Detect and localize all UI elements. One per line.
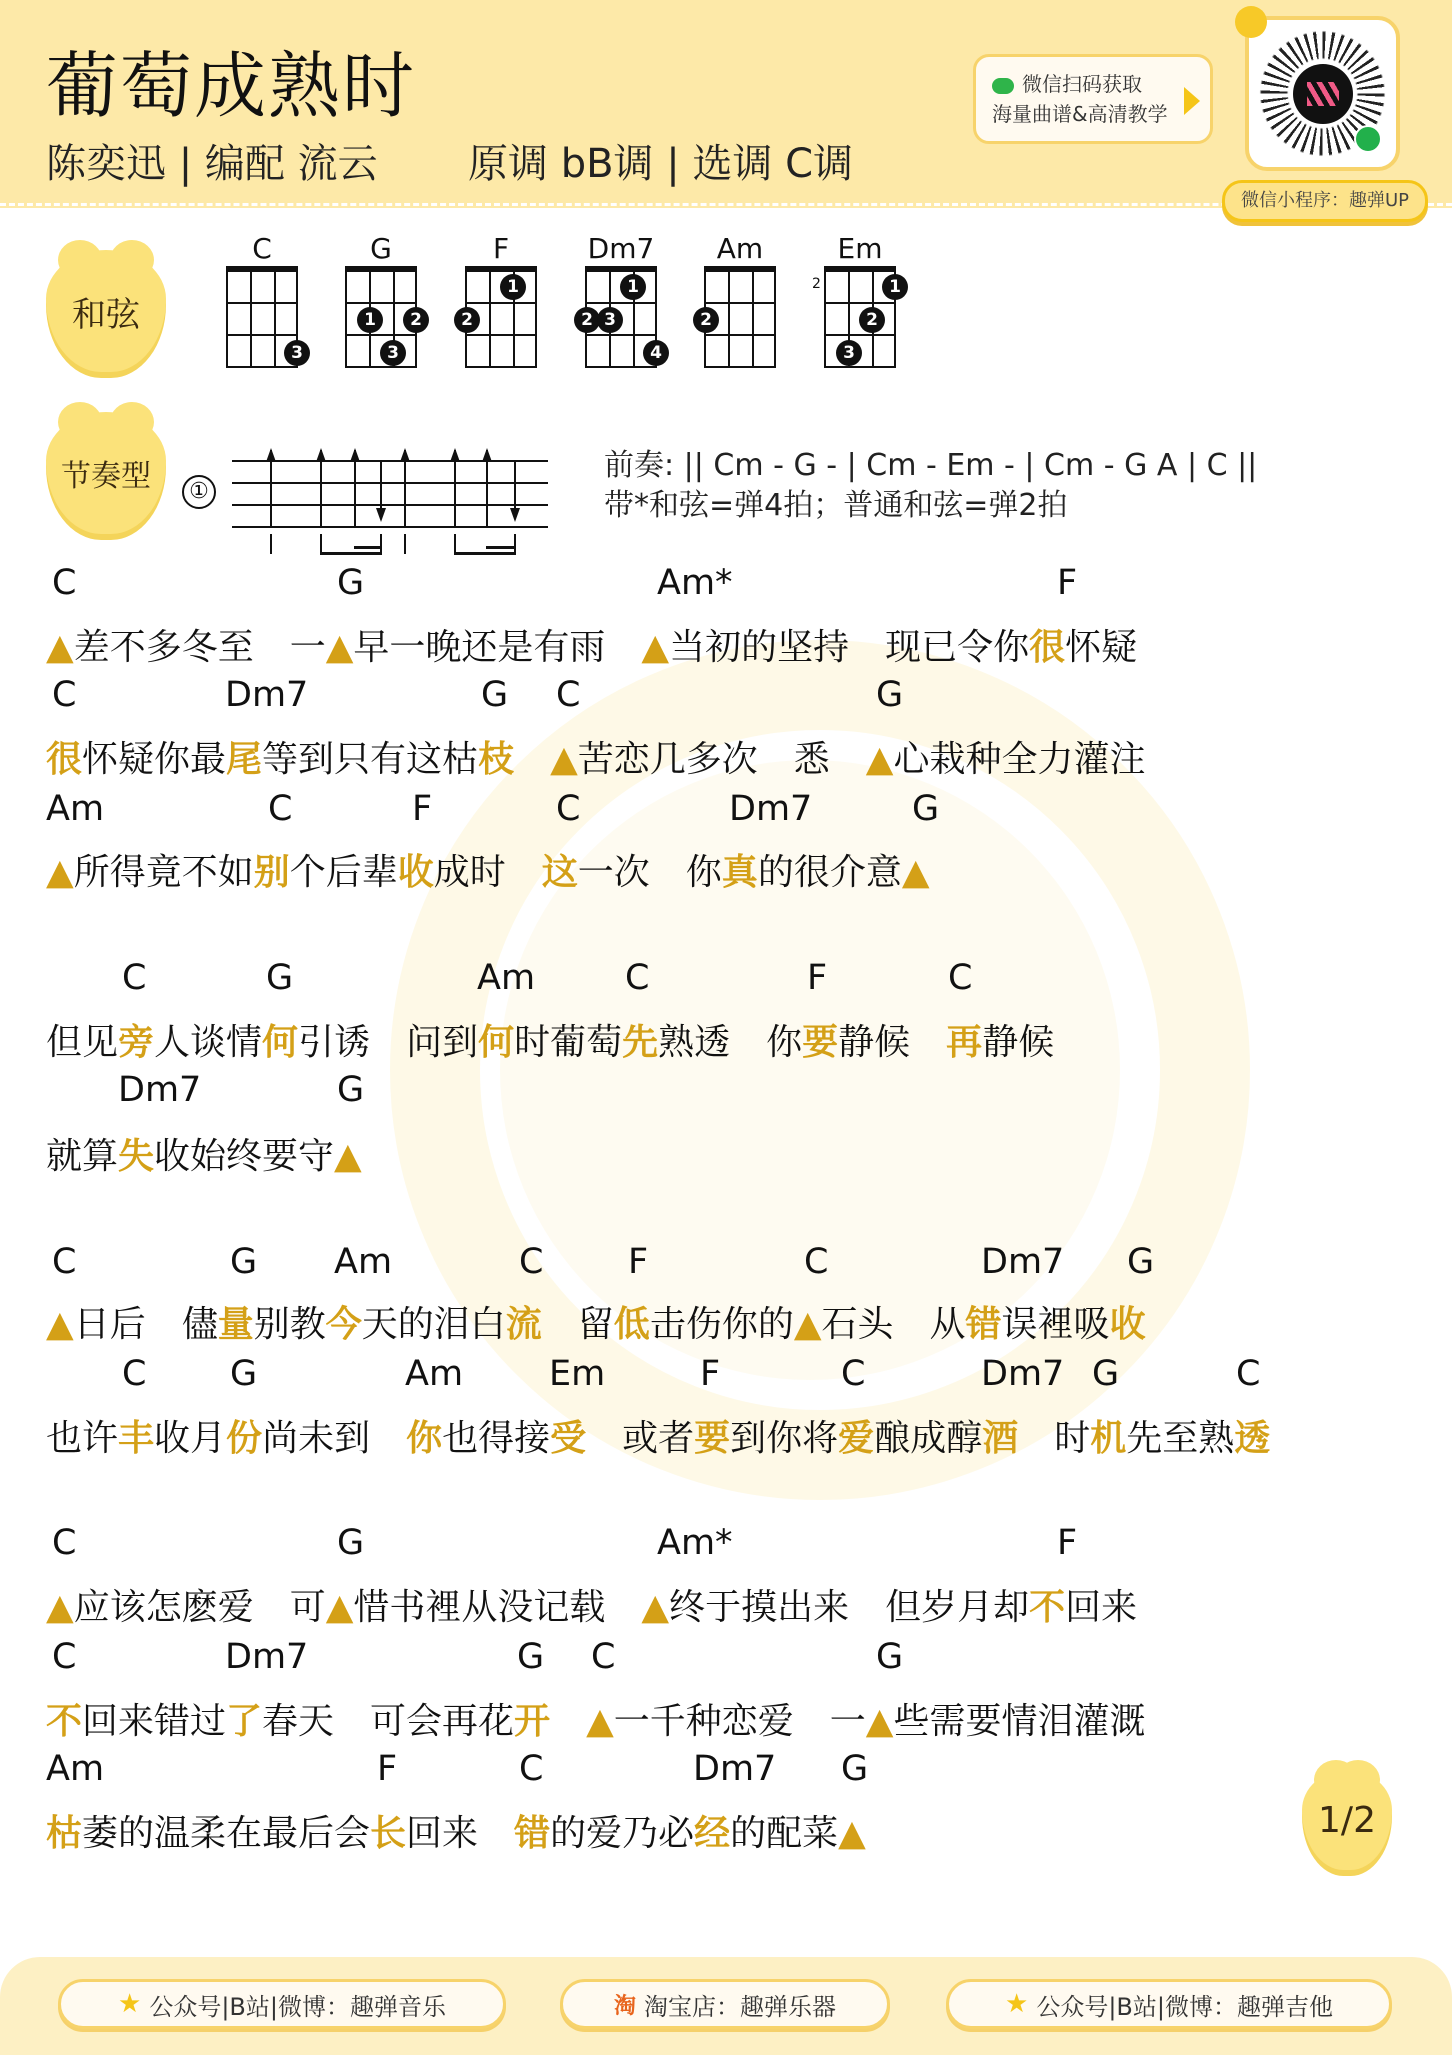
fret-number: 2 — [812, 276, 821, 292]
mini-program-icon — [1354, 125, 1382, 153]
footer-label: 公众号|B站|微博：趣弹吉他 — [1036, 1992, 1333, 2021]
chord-row — [0, 1242, 1452, 1282]
chord-row — [0, 675, 1452, 715]
chord-name: G — [370, 232, 392, 265]
fretboard: 1 2 — [465, 266, 537, 368]
chord-name: Dm7 — [587, 232, 655, 265]
chord-label: C — [122, 1354, 147, 1394]
chord-label: C — [804, 1242, 829, 1282]
chord-row — [0, 1070, 1452, 1110]
chord-name: Em — [837, 232, 883, 265]
chord-label: Dm7 — [981, 1242, 1065, 1282]
chord-row — [0, 1354, 1452, 1394]
chord-label: C — [625, 958, 650, 998]
footer-link-guitar[interactable] — [946, 1979, 1392, 2029]
promo-line2: 海量曲谱&高清教学 — [992, 102, 1168, 126]
footer-label: 淘宝店：趣弹乐器 — [644, 1992, 836, 2021]
chord-row — [0, 958, 1452, 998]
chord-label: C — [519, 1749, 544, 1789]
chord-label: G — [230, 1354, 258, 1394]
chord-name: C — [252, 232, 272, 265]
lyric-line: 枯萎的温柔在最后会长回来 错的爱乃必经的配菜▲ — [46, 1813, 866, 1854]
fretboard: 1 2 3 — [824, 266, 896, 368]
chord-label: Am — [46, 1749, 105, 1789]
chord-label: G — [481, 675, 509, 715]
chord-label: Am — [477, 958, 536, 998]
star-icon: ★ — [118, 1989, 142, 2019]
lyric-line: ▲所得竟不如别个后辈收成时 这一次 你真的很介意▲ — [46, 852, 930, 893]
chord-label: C — [52, 1637, 77, 1677]
lyric-line: 很怀疑你最尾等到只有这枯枝 ▲苦恋几多次 悉 ▲心栽种全力灌注 — [46, 739, 1146, 780]
chord-label: C — [52, 563, 77, 603]
lyric-line: 不回来错过了春天 可会再花开 ▲一千种恋爱 一▲些需要情泪灌溉 — [46, 1701, 1146, 1742]
strum-note: 带*和弦=弹4拍；普通和弦=弹2拍 — [604, 488, 1068, 523]
chord-label: G — [1092, 1354, 1120, 1394]
chord-label: C — [556, 675, 581, 715]
chord-label: Dm7 — [225, 1637, 309, 1677]
chord-label: Am* — [657, 563, 733, 603]
lyric-line: ▲应该怎麽爱 可▲惜书裡从没记载 ▲终于摸出来 但岁月却不回来 — [46, 1587, 1138, 1628]
chord-label: Am — [46, 789, 105, 829]
footer-link-music[interactable] — [58, 1979, 506, 2029]
chord-label: C — [52, 675, 77, 715]
intro-progression: 前奏: || Cm - G - | Cm - Em - | Cm - G A | C || — [604, 448, 1258, 483]
wechat-icon — [992, 78, 1014, 94]
footer-label: 公众号|B站|微博：趣弹音乐 — [149, 1992, 446, 2021]
page-number: 1/2 — [1318, 1799, 1376, 1841]
footer — [0, 1957, 1452, 2055]
chord-row — [0, 1637, 1452, 1677]
mini-program-label[interactable]: 微信小程序：趣弹UP — [1222, 180, 1428, 222]
lyric-line: 也许丰收月份尚未到 你也得接受 或者要到你将爱酿成醇酒 时机先至熟透 — [46, 1418, 1271, 1459]
chord-label: G — [337, 1070, 365, 1110]
decor-blob — [1235, 6, 1267, 38]
chord-row — [0, 1749, 1452, 1789]
chord-label: G — [841, 1749, 869, 1789]
rhythm-label: 节奏型 — [61, 459, 151, 494]
chord-label: F — [377, 1749, 398, 1789]
chord-label: C — [519, 1242, 544, 1282]
chord-row — [0, 1523, 1452, 1563]
chord-label: Dm7 — [118, 1070, 202, 1110]
rhythm-pattern — [232, 450, 548, 530]
chord-label: G — [337, 563, 365, 603]
taobao-icon: 淘 — [613, 1993, 636, 2019]
song-title: 葡萄成熟时 — [46, 44, 417, 128]
chord-label: F — [628, 1242, 649, 1282]
chord-label: F — [1057, 1523, 1078, 1563]
chord-label: Am — [405, 1354, 464, 1394]
chords-badge — [46, 250, 166, 372]
chord-label: G — [912, 789, 940, 829]
fretboard: 3 — [226, 266, 298, 368]
lyric-line: 但见旁人谈情何引诱 问到何时葡萄先熟透 你要静候 再静候 — [46, 1022, 1055, 1063]
wechat-promo[interactable] — [973, 54, 1213, 144]
chord-label: Dm7 — [729, 789, 813, 829]
chord-label: G — [876, 1637, 904, 1677]
fretboard: 1 2 3 — [345, 266, 417, 368]
chord-name: F — [492, 232, 510, 265]
chord-label: C — [52, 1523, 77, 1563]
lyric-line: ▲差不多冬至 一▲早一晚还是有雨 ▲当初的坚持 现已令你很怀疑 — [46, 627, 1138, 668]
fretboard: 2 — [704, 266, 776, 368]
rhythm-number: ① — [182, 475, 216, 509]
rhythm-badge — [46, 412, 166, 534]
chord-label: C — [556, 789, 581, 829]
arrow-right-icon — [1184, 87, 1200, 115]
chord-label: C — [841, 1354, 866, 1394]
app-logo-icon — [1293, 64, 1353, 124]
chord-label: Am — [334, 1242, 393, 1282]
footer-link-taobao[interactable] — [560, 1979, 890, 2029]
chord-label: Em — [549, 1354, 606, 1394]
chord-label: C — [122, 958, 147, 998]
chord-label: Dm7 — [225, 675, 309, 715]
page-indicator — [1302, 1770, 1392, 1870]
chord-label: Am* — [657, 1523, 733, 1563]
star-icon: ★ — [1005, 1989, 1029, 2019]
chord-label: G — [1127, 1242, 1155, 1282]
chord-label: F — [700, 1354, 721, 1394]
chord-label: C — [591, 1637, 616, 1677]
chord-label: C — [268, 789, 293, 829]
chord-label: G — [876, 675, 904, 715]
chord-label: F — [807, 958, 828, 998]
fretboard: 1 2 3 4 — [585, 266, 657, 368]
chord-label: G — [337, 1523, 365, 1563]
chord-label: Dm7 — [693, 1749, 777, 1789]
header — [0, 0, 1452, 208]
qr-code[interactable] — [1245, 16, 1400, 171]
chord-row — [0, 563, 1452, 603]
chord-label: C — [1236, 1354, 1261, 1394]
chord-label: F — [1057, 563, 1078, 603]
chord-row — [0, 789, 1452, 829]
chords-label: 和弦 — [72, 294, 140, 335]
chord-name: Am — [716, 232, 764, 265]
chord-label: G — [266, 958, 294, 998]
lyric-line: 就算失收始终要守▲ — [46, 1136, 362, 1177]
chord-label: F — [412, 789, 433, 829]
promo-line1: 微信扫码获取 — [1022, 72, 1142, 96]
chord-label: C — [52, 1242, 77, 1282]
chord-label: G — [517, 1637, 545, 1677]
artist-arranger: 陈奕迅 | 编配 流云 — [46, 141, 378, 187]
lyric-line: ▲日后 儘量别教今天的泪白流 留低击伤你的▲石头 从错误裡吸收 — [46, 1304, 1146, 1345]
chord-label: C — [948, 958, 973, 998]
chord-label: G — [230, 1242, 258, 1282]
key-info: 原调 bB调 | 选调 C调 — [468, 141, 854, 187]
chord-label: Dm7 — [981, 1354, 1065, 1394]
